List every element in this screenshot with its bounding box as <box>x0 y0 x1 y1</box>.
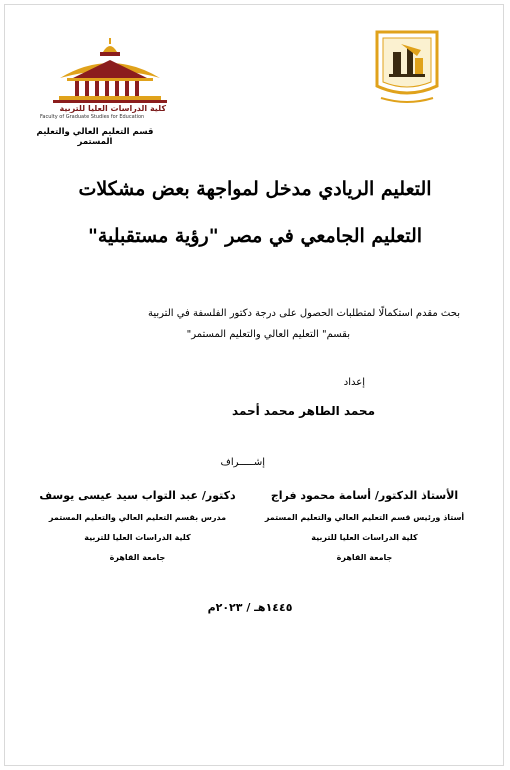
university-seal-icon <box>371 30 443 114</box>
cairo-university-logo <box>371 30 443 114</box>
submission-date: ١٤٤٥هـ / ٢٠٢٣م <box>207 601 293 614</box>
supervisor-1 <box>262 489 467 562</box>
supervision-label: إشـــــراف <box>220 457 265 468</box>
faculty-name-en: Faculty of Graduate Studies for Education <box>40 114 145 120</box>
supervisor-2-name: دكتور/ عبد التواب سيد عيسى يوسف <box>39 489 236 502</box>
department-heading: قسم التعليم العالي والتعليم المستمر <box>36 127 154 147</box>
thesis-title-line-1: التعليم الريادي مدخل لمواجهة بعض مشكلات <box>78 178 432 200</box>
thesis-description-line-1: بحث مقدم استكمالًا لمتطلبات الحصول على درجة دكتور الفلسفة في التربية <box>148 308 460 319</box>
supervisor-1-faculty: كلية الدراسات العليا للتربية <box>311 533 418 542</box>
supervisor-2-faculty: كلية الدراسات العليا للتربية <box>84 533 191 542</box>
supervisor-1-university: جامعة القاهرة <box>336 553 393 562</box>
supervisor-2 <box>35 489 240 562</box>
supervisor-2-university: جامعة القاهرة <box>109 553 166 562</box>
supervisor-1-name: الأستاذ الدكتور/ أسامة محمود فراج <box>270 489 459 502</box>
supervisor-1-title: أستاذ ورئيس قسم التعليم العالي والتعليم المستمر <box>264 513 465 522</box>
preparation-label: إعداد <box>343 377 365 388</box>
supervisor-2-title: مدرس بقسم التعليم العالي والتعليم المستمر <box>48 513 227 522</box>
faculty-name-ar: كلية الدراسات العليا للتربية <box>59 104 166 113</box>
author-name: محمد الطاهر محمد أحمد <box>232 404 375 418</box>
thesis-title-line-2: التعليم الجامعي في مصر "رؤية مستقبلية" <box>87 225 423 247</box>
graduation-cap-building-icon <box>45 38 175 108</box>
thesis-description-line-2: بقسم" التعليم العالي والتعليم المستمر" <box>186 329 350 340</box>
